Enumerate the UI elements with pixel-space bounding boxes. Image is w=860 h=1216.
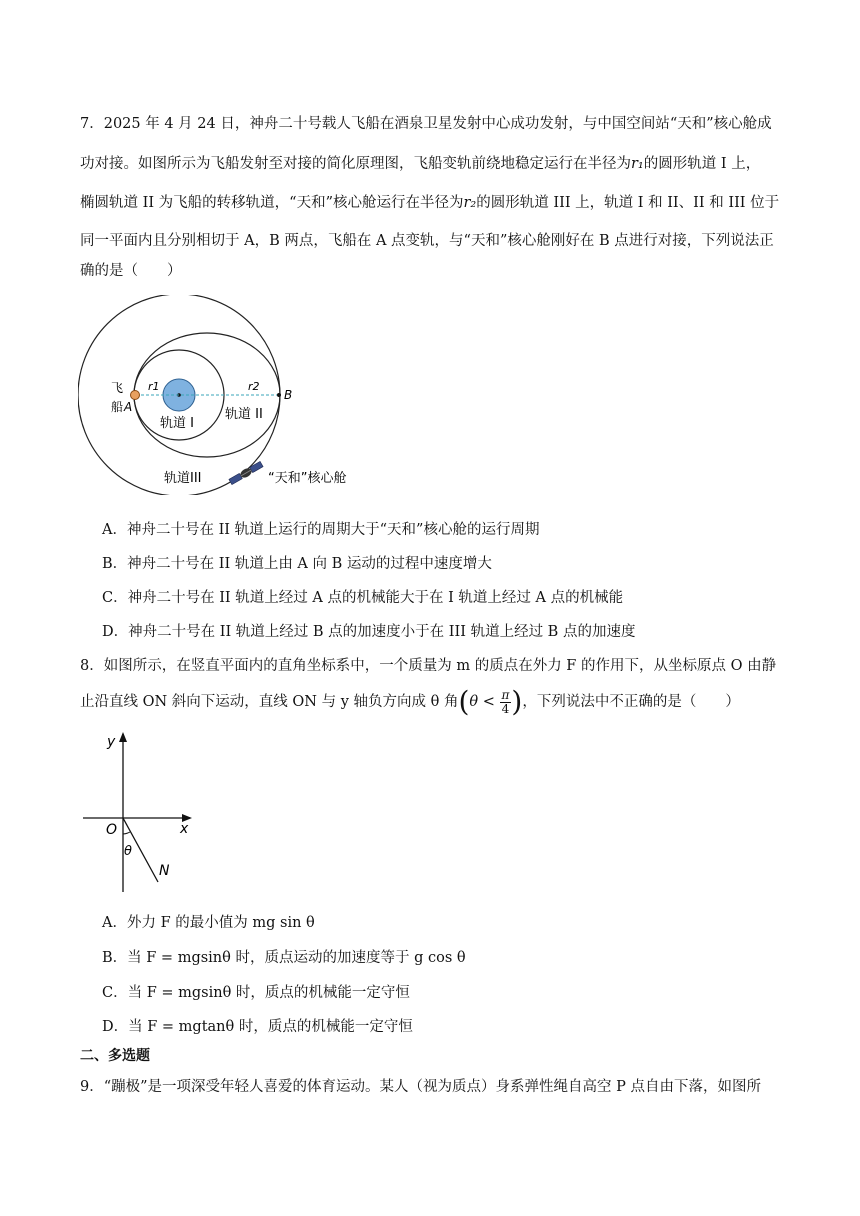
- orbit-figure: [78, 295, 398, 495]
- label-n: N: [159, 863, 170, 879]
- pi-over-4-fraction: [500, 689, 512, 716]
- label-theta: θ: [124, 844, 132, 859]
- paren-open: (: [458, 685, 470, 718]
- label-x: x: [180, 821, 189, 837]
- label-tianhe: “天和”核心舱: [268, 471, 347, 486]
- label-o: O: [106, 822, 118, 838]
- point-b: [277, 393, 281, 397]
- label-orbit-1: 轨道 I: [160, 416, 194, 431]
- q9-line-1: 9．“蹦极”是一项深受年轻人喜爱的体育运动。某人（视为质点）身系弹性绳自高空 P 点自由下落，如图所: [80, 1079, 762, 1095]
- q8-line-1: 8．如图所示，在竖直平面内的直角坐标系中，一个质量为 m 的质点在外力 F 的作用下，从坐标原点 O 由静: [80, 658, 777, 674]
- q8-line-2a: 止沿直线 ON 斜向下运动，直线 ON 与 y 轴负方向成 θ 角: [80, 694, 459, 710]
- label-r2: r2: [248, 380, 260, 393]
- q8-option-d[interactable]: D．当 F = mgtanθ 时，质点的机械能一定守恒: [102, 1019, 413, 1035]
- q7-line-2a: 功对接。如图所示为飞船发射至对接的简化原理图，飞船变轨前绕地稳定运行在半径为: [80, 156, 631, 172]
- q8-option-a[interactable]: A．外力 F 的最小值为 mg sin θ: [102, 915, 315, 931]
- q7-option-a[interactable]: A．神舟二十号在 II 轨道上运行的周期大于“天和”核心舱的运行周期: [102, 522, 540, 538]
- label-y: y: [107, 734, 116, 750]
- q8-option-c[interactable]: C．当 F = mgsinθ 时，质点的机械能一定守恒: [102, 985, 410, 1001]
- q7-option-c[interactable]: C．神舟二十号在 II 轨道上经过 A 点的机械能大于在 I 轨道上经过 A 点的机械能: [102, 590, 624, 606]
- label-ship-1: 飞: [111, 381, 124, 395]
- q7-option-b[interactable]: B．神舟二十号在 II 轨道上由 A 向 B 运动的过程中速度增大: [102, 556, 492, 572]
- space-station-icon: [228, 461, 263, 486]
- q7-line-3b: 的圆形轨道 III 上，轨道 I 和 II、II 和 III 位于: [476, 195, 780, 211]
- label-ship-2: 船: [111, 400, 124, 414]
- frac-denominator: 4: [501, 701, 510, 716]
- label-b: B: [284, 388, 293, 402]
- q7-line-4: 同一平面内且分别相切于 A，B 两点，飞船在 A 点变轨，与“天和”核心舱刚好在 B 点进行对接，下列说法正: [80, 233, 774, 249]
- coordinate-figure: [80, 730, 210, 895]
- label-a: A: [124, 400, 133, 414]
- symbol-r2: r₂: [463, 195, 477, 211]
- q7-line-2: [80, 152, 760, 173]
- label-orbit-3: 轨道III: [164, 471, 202, 486]
- label-orbit-2: 轨道 II: [225, 407, 263, 422]
- ship-icon: [131, 391, 140, 400]
- q8-option-b[interactable]: B．当 F = mgsinθ 时，质点运动的加速度等于 g cos θ: [102, 950, 466, 966]
- symbol-r1: r₁: [631, 156, 644, 172]
- y-axis-arrow: [119, 732, 127, 742]
- q7-line-2b: 的圆形轨道 I 上，: [643, 156, 761, 172]
- q7-line-5: 确的是（ ）: [80, 263, 182, 279]
- paren-close: ): [511, 685, 523, 718]
- label-r1: r1: [148, 380, 160, 393]
- cond-lhs: θ <: [469, 694, 495, 710]
- q8-line-2: [80, 685, 740, 719]
- section-2-heading: 二、多选题: [80, 1048, 150, 1064]
- q7-line-3a: 椭圆轨道 II 为飞船的转移轨道，“天和”核心舱运行在半径为: [80, 195, 464, 211]
- q7-line-1: 7．2025 年 4 月 24 日，神舟二十号载人飞船在酒泉卫星发射中心成功发射，与中国空间站“天和”核心舱成: [80, 116, 772, 132]
- q7-option-d[interactable]: D．神舟二十号在 II 轨道上经过 B 点的加速度小于在 III 轨道上经过 B 点的加速度: [102, 624, 636, 640]
- theta-arc: [123, 832, 130, 834]
- frac-numerator: π: [501, 687, 510, 702]
- q7-line-3: [80, 191, 779, 212]
- q8-line-2b: ，下列说法中不正确的是（ ）: [522, 694, 740, 710]
